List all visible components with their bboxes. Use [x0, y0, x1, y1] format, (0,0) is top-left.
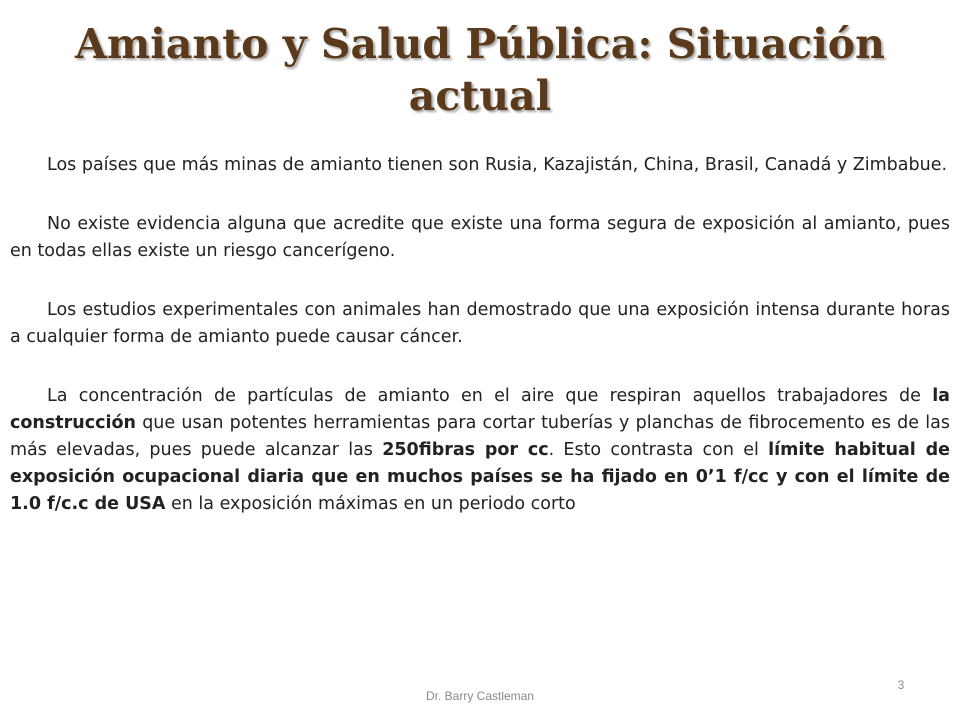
paragraph-animal-studies	[10, 297, 950, 351]
emphasis-fiber-count: 250fibras por cc	[382, 440, 549, 460]
paragraph-mining-countries	[10, 152, 950, 179]
paragraph-text: Los estudios experimentales con animales han demostrado que una exposición intensa durante horas a cualquier forma de amianto puede causar cáncer.	[10, 300, 950, 347]
footer-author: Dr. Barry Castleman	[425, 689, 535, 703]
paragraph-text: No existe evidencia alguna que acredite que existe una forma segura de exposición al amianto, pues en todas ellas existe un riesgo cancerígeno.	[10, 214, 950, 261]
emphasis-exposure-limits: límite habitual de exposición ocupacional diaria que en muchos países se ha fijado en 0’1 f/cc y con el límite de 1.0 f/c.c de USA	[10, 440, 950, 514]
slide-title: Amianto y Salud Pública: Situación actual	[75, 20, 885, 120]
paragraph-text: en la exposición máximas en un periodo corto	[165, 494, 576, 514]
slide-number: 3	[897, 678, 905, 692]
paragraph-text: que usan potentes herramientas para cortar tuberías y planchas de fibrocemento es de las más elevadas, pues puede alcanzar las	[10, 413, 950, 460]
paragraph-text: Los países que más minas de amianto tienen son Rusia, Kazajistán, China, Brasil, Canadá y Zimbabue.	[47, 155, 948, 175]
paragraph-construction-exposure	[10, 383, 950, 518]
paragraph-text: . Esto contrasta con el	[548, 440, 769, 460]
emphasis-construction: la construcción	[10, 386, 950, 433]
paragraph-text: La concentración de partículas de amianto en el aire que respiran aquellos trabajadores de	[47, 386, 933, 406]
paragraph-no-safe-exposure	[10, 211, 950, 265]
slide-body	[10, 152, 950, 518]
